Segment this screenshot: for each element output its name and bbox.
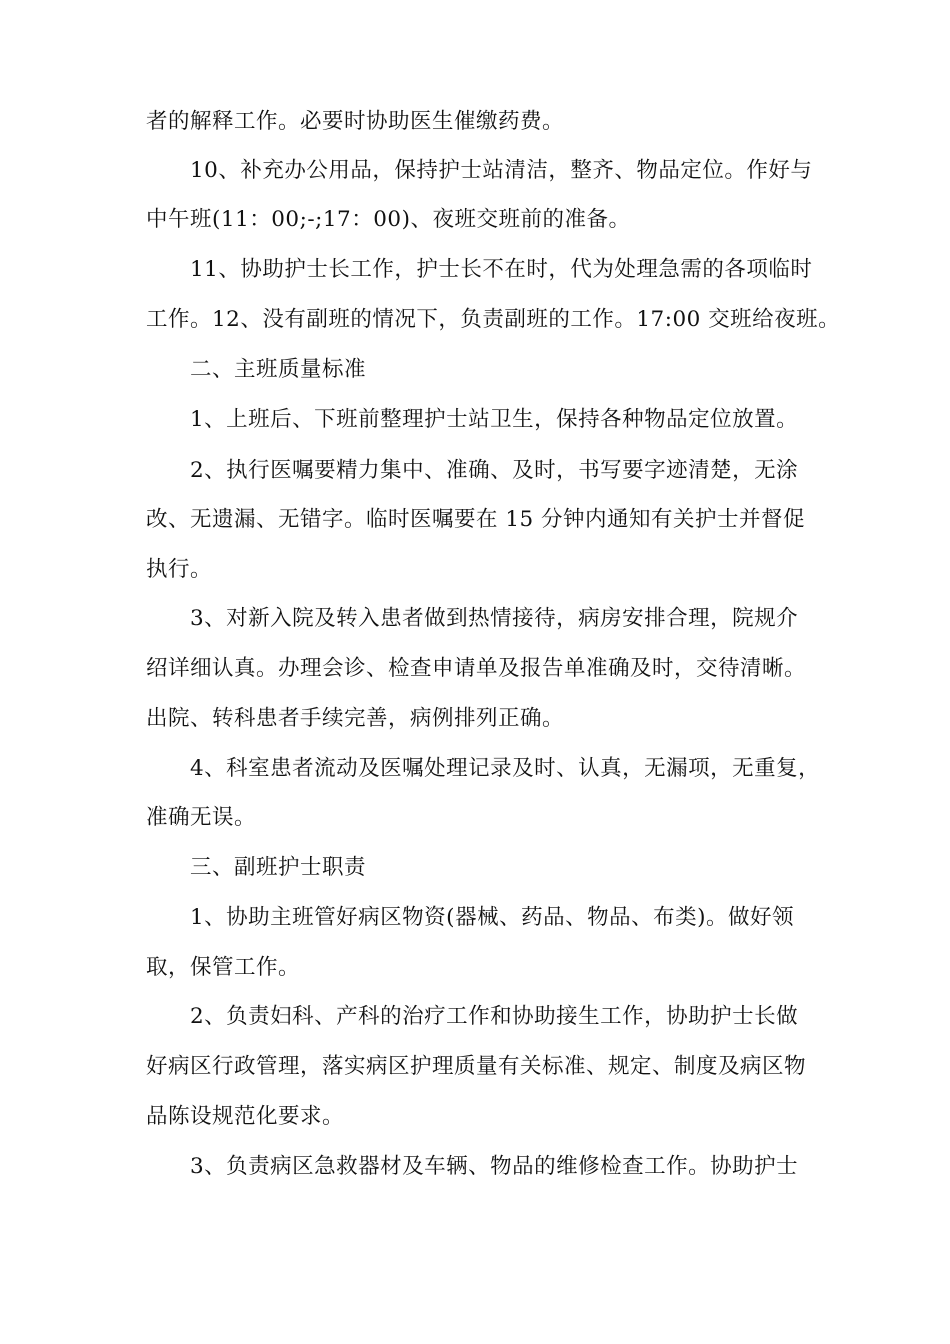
paragraph-11-line-1: 11、协助护士长工作，护士长不在时，代为处理急需的各项临时 — [190, 257, 813, 282]
paragraph-10-line-1: 10、补充办公用品，保持护士站清洁，整齐、物品定位。作好与 — [190, 158, 813, 183]
duty-item-3-line-1: 3、负责病区急救器材及车辆、物品的维修检查工作。协助护士 — [190, 1154, 799, 1179]
section-heading-main-shift-standards: 二、主班质量标准 — [190, 357, 367, 382]
standard-item-1: 1、上班后、下班前整理护士站卫生，保持各种物品定位放置。 — [190, 407, 799, 432]
standard-item-3-line-3: 出院、转科患者手续完善，病例排列正确。 — [146, 706, 565, 731]
duty-item-1-line-1: 1、协助主班管好病区物资(器械、药品、物品、布类)。做好领 — [190, 905, 794, 930]
paragraph-11-line-2: 工作。12、没有副班的情况下，负责副班的工作。17:00 交班给夜班。 — [146, 307, 841, 332]
standard-item-3-line-1: 3、对新入院及转入患者做到热情接待，病房安排合理，院规介 — [190, 606, 799, 631]
standard-item-3-line-2: 绍详细认真。办理会诊、检查申请单及报告单准确及时，交待清晰。 — [146, 656, 807, 681]
standard-item-2-line-1: 2、执行医嘱要精力集中、准确、及时，书写要字迹清楚，无涂 — [190, 458, 799, 483]
paragraph-10-line-2: 中午班(11：00;-;17：00)、夜班交班前的准备。 — [146, 207, 631, 232]
duty-item-2-line-1: 2、负责妇科、产科的治疗工作和协助接生工作，协助护士长做 — [190, 1004, 799, 1029]
duty-item-2-line-2: 好病区行政管理，落实病区护理质量有关标准、规定、制度及病区物 — [146, 1054, 807, 1079]
standard-item-4-line-1: 4、科室患者流动及医嘱处理记录及时、认真，无漏项，无重复， — [190, 756, 821, 781]
section-heading-assistant-nurse-duties: 三、副班护士职责 — [190, 855, 367, 880]
duty-item-1-line-2: 取，保管工作。 — [146, 955, 301, 980]
text-line: 者的解释工作。必要时协助医生催缴药费。 — [146, 109, 565, 134]
standard-item-2-line-2: 改、无遗漏、无错字。临时医嘱要在 15 分钟内通知有关护士并督促 — [146, 507, 806, 532]
standard-item-2-line-3: 执行。 — [146, 557, 213, 582]
standard-item-4-line-2: 准确无误。 — [146, 805, 257, 830]
duty-item-2-line-3: 品陈设规范化要求。 — [146, 1104, 345, 1129]
